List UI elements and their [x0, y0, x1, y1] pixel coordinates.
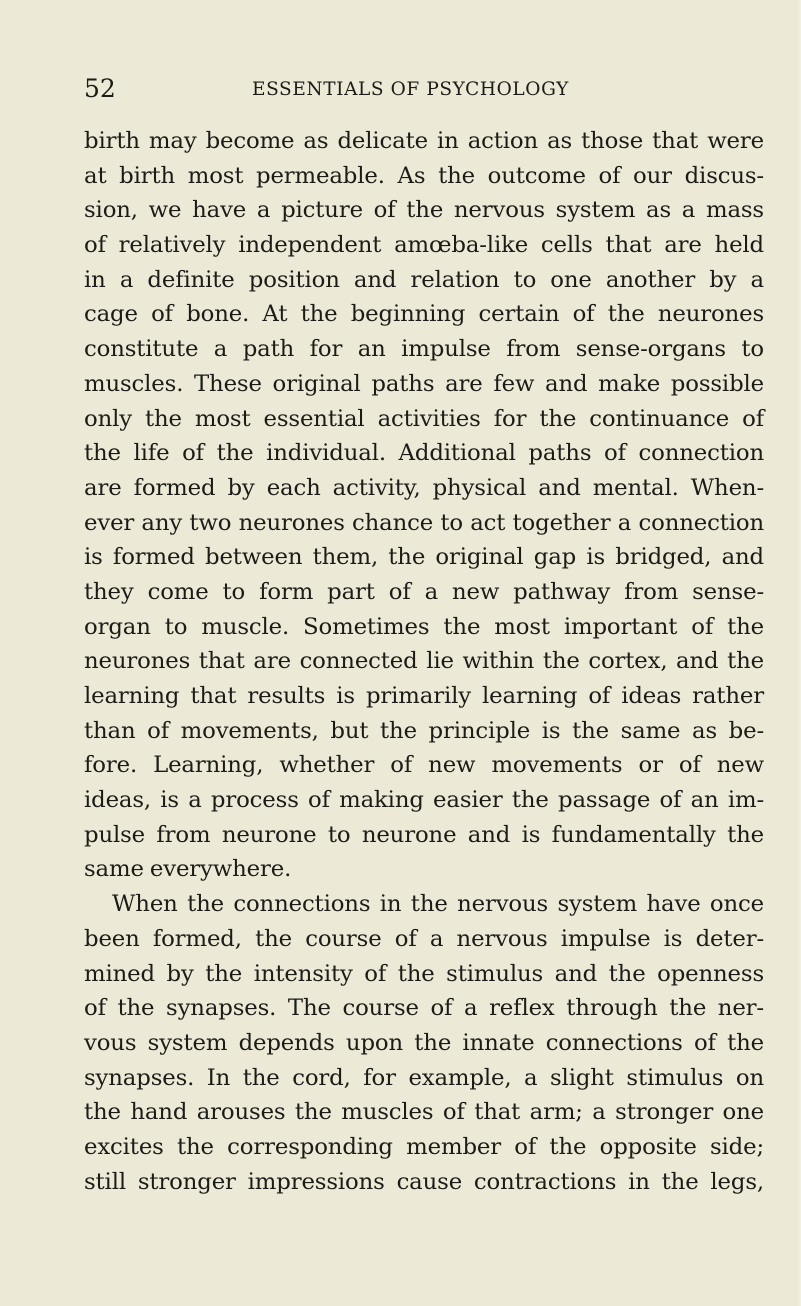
text-line: mined by the intensity of the stimulus and the openness — [84, 960, 764, 987]
text-line: constitute a path for an impulse from sense-organs to — [84, 336, 764, 363]
page-edge — [797, 0, 801, 1306]
text-line: fore. Learning, whether of new movements or of new — [84, 752, 764, 779]
text-line: neurones that are connected lie within the cortex, and the — [84, 648, 764, 675]
text-line: of relatively independent amœba-like cells that are held — [84, 232, 764, 259]
text-line: is formed between them, the original gap is bridged, and — [84, 544, 764, 571]
text-line: cage of bone. At the beginning certain of the neurones — [84, 301, 764, 328]
text-line: than of movements, but the principle is the same as be- — [84, 717, 764, 744]
text-line: at birth most permeable. As the outcome of our discus- — [84, 162, 764, 189]
text-line: organ to muscle. Sometimes the most important of the — [84, 613, 764, 640]
paragraph-end-line: same everywhere. — [84, 856, 292, 883]
text-line: muscles. These original paths are few and make possible — [84, 370, 764, 397]
text-line: ever any two neurones chance to act together a connection — [84, 509, 764, 536]
body-text — [84, 124, 764, 1199]
text-line: in a definite position and relation to one another by a — [84, 266, 764, 293]
text-line: pulse from neurone to neurone and is fundamentally the — [84, 821, 764, 848]
paragraph-start-line: When the connections in the nervous system have once — [112, 891, 764, 918]
text-line: sion, we have a picture of the nervous system as a mass — [84, 197, 764, 224]
page-number: 52 — [84, 74, 116, 103]
text-line: the hand arouses the muscles of that arm; a stronger one — [84, 1099, 764, 1126]
text-line: still stronger impressions cause contractions in the legs, — [84, 1168, 764, 1195]
text-line: the life of the individual. Additional paths of connection — [84, 440, 764, 467]
text-line: been formed, the course of a nervous impulse is deter- — [84, 925, 764, 952]
text-line: excites the corresponding member of the opposite side; — [84, 1133, 764, 1160]
text-line: ideas, is a process of making easier the passage of an im- — [84, 787, 764, 814]
text-line: birth may become as delicate in action as those that were — [84, 128, 764, 154]
text-line: only the most essential activities for the continuance of — [84, 405, 764, 432]
text-line: of the synapses. The course of a reflex through the ner- — [84, 995, 764, 1022]
text-line: synapses. In the cord, for example, a slight stimulus on — [84, 1064, 764, 1091]
text-line: they come to form part of a new pathway from sense- — [84, 578, 764, 605]
text-line: are formed by each activity, physical and mental. When- — [84, 474, 764, 501]
running-head: ESSENTIALS OF PSYCHOLOGY — [252, 79, 569, 100]
page-header — [84, 74, 764, 108]
text-line: learning that results is primarily learning of ideas rather — [84, 683, 764, 709]
text-line: vous system depends upon the innate connections of the — [84, 1029, 764, 1056]
